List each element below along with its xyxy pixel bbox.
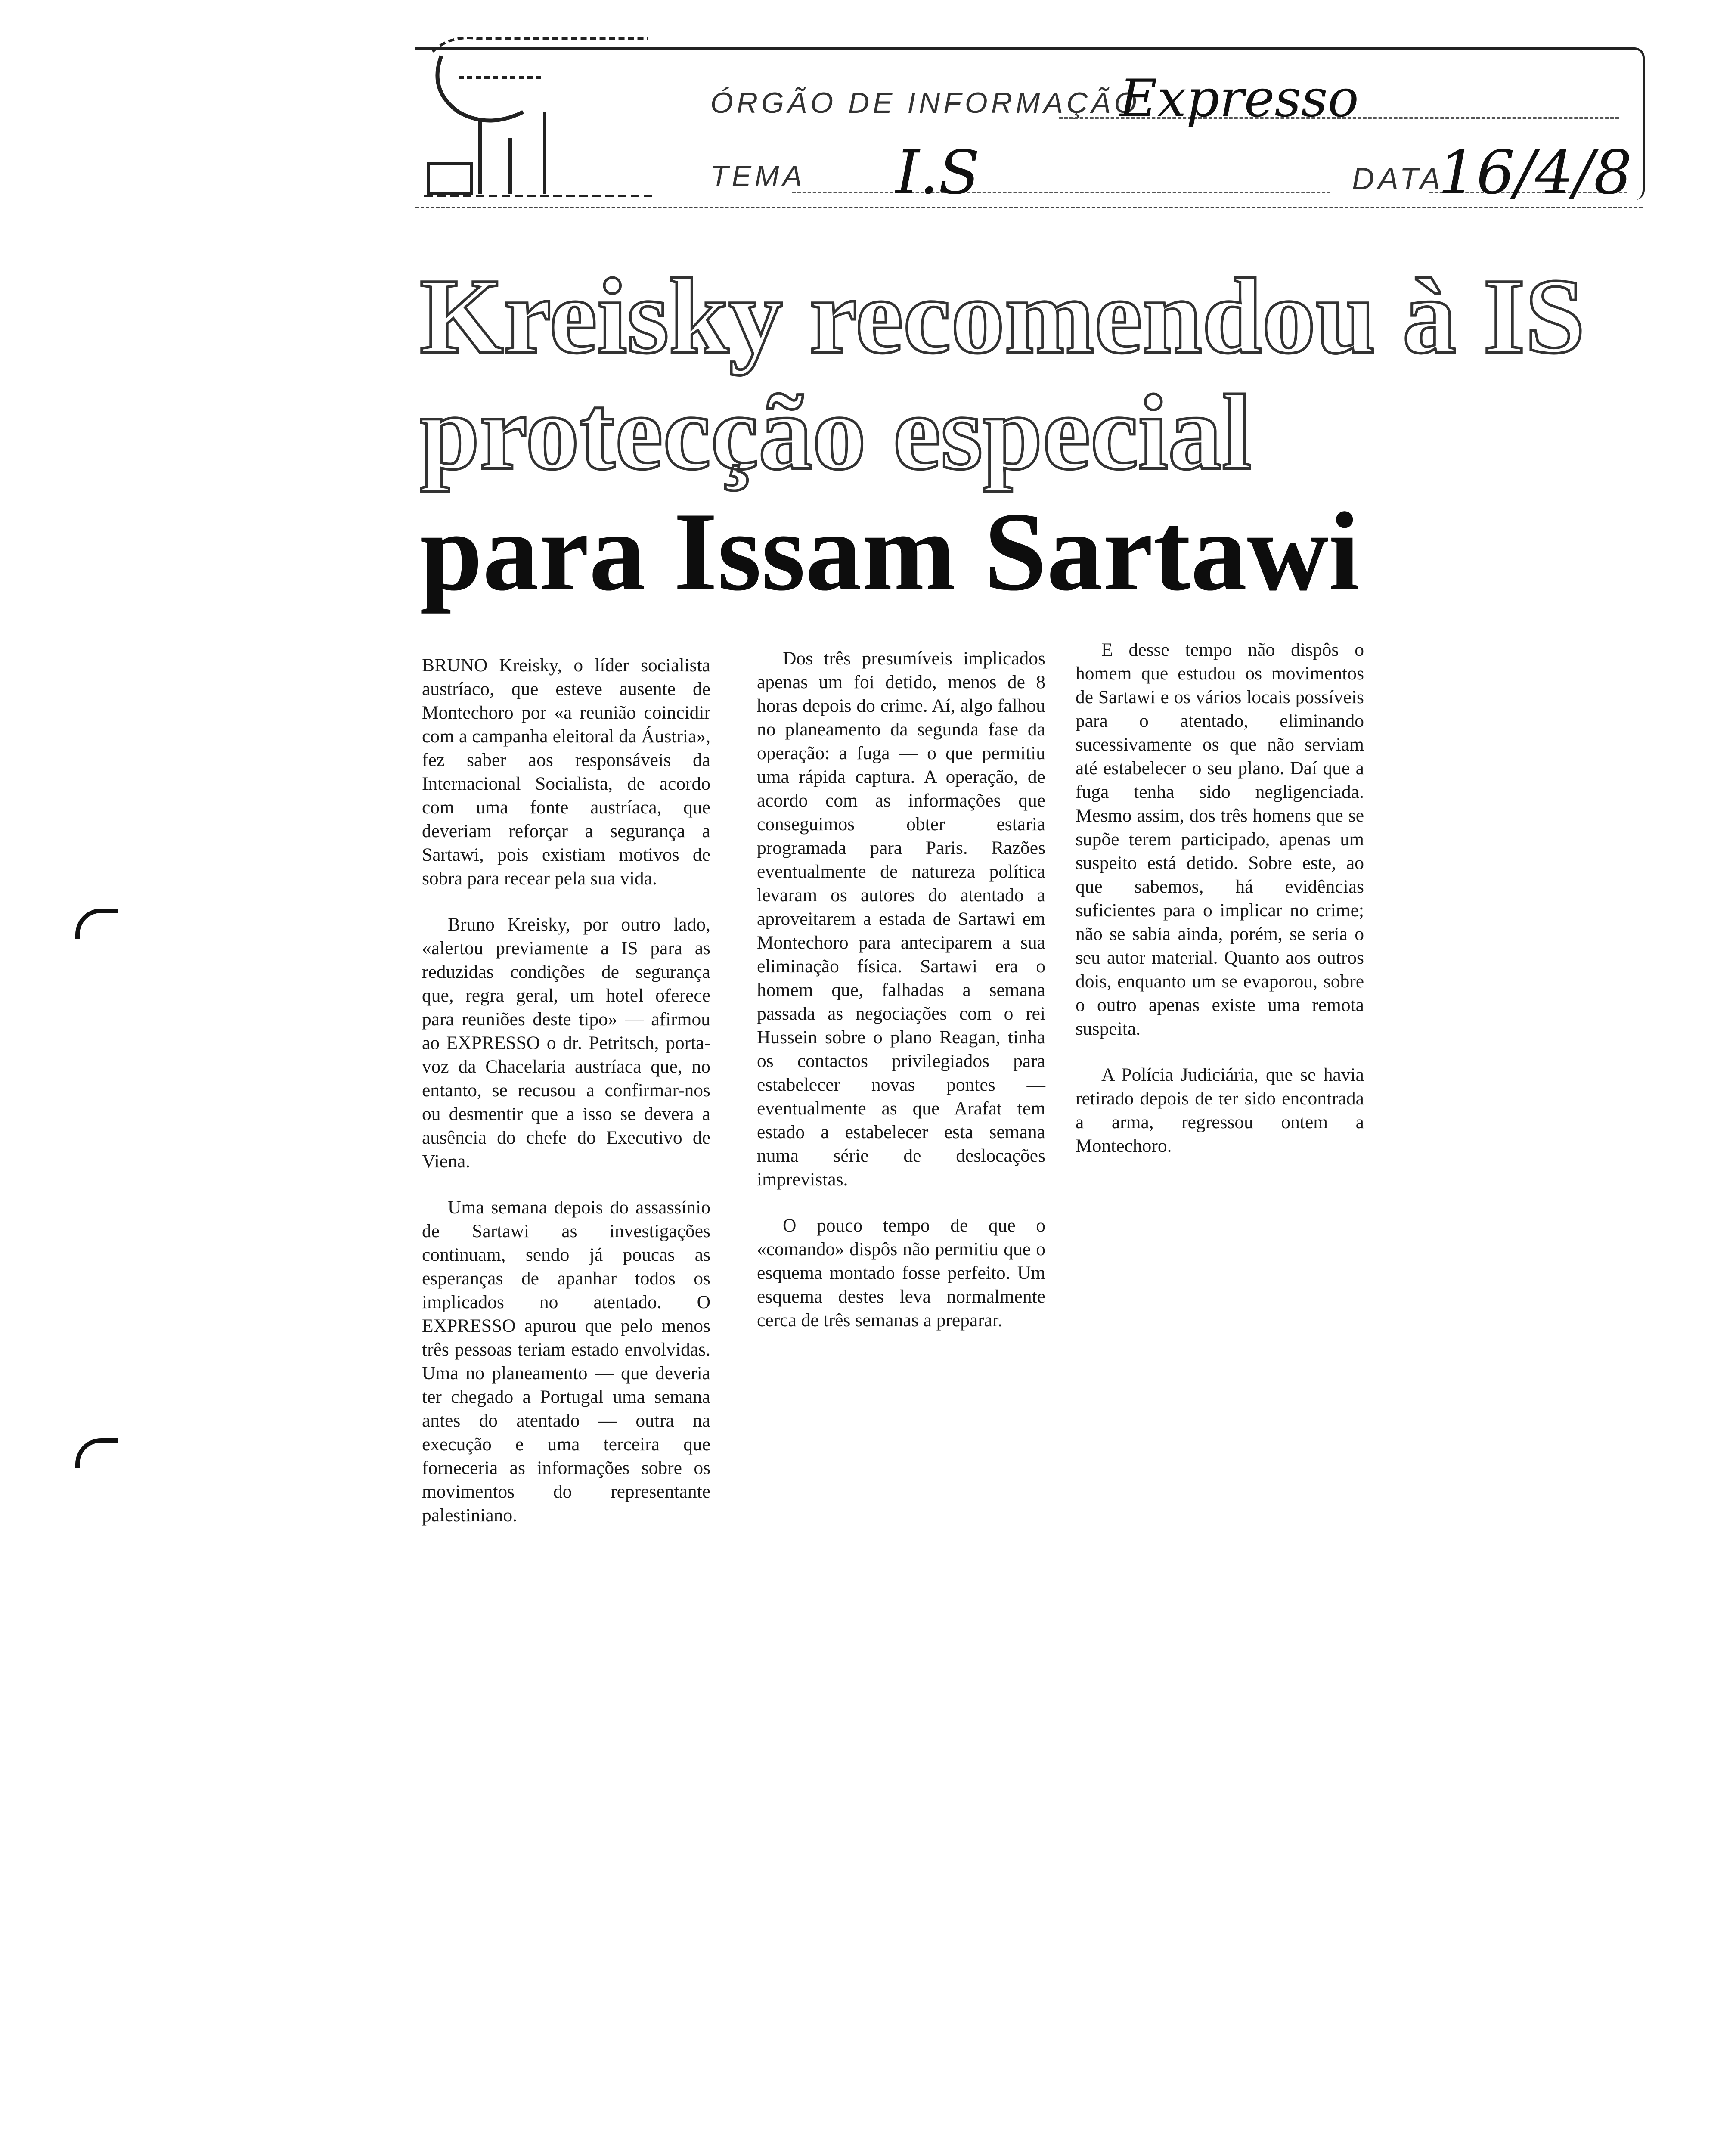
date-value-handwritten: 16/4/8 xyxy=(1438,138,1632,208)
organ-label: ÓRGÃO DE INFORMAÇÃO xyxy=(710,87,1141,119)
article-column-3 xyxy=(1076,638,1364,1180)
punch-hole-mark xyxy=(75,909,118,939)
paragraph: O pouco tempo de que o «comando» dispôs não permitiu que o esquema montado fosse perfeito. Um esquema destes leva normalmente cerca de três semanas a preparar. xyxy=(757,1215,1045,1331)
paragraph: E desse tempo não dispôs o homem que estudou os movimentos de Sartawi e os vários locais possíveis para o atentado, eliminando sucessivamente os que não serviam até estabelecer o seu plano. Daí que a fuga tenha sido negligenciada. Mesmo assim, dos três homens que se supõe terem participado, apenas um suspeito está detido. Sobre este, ao que sabemos, há evidências suficientes para o implicar no crime; não se sabia ainda, porém, se seria o seu autor material. Quanto aos outros dois, enquanto um se evaporou, sobre o outro apenas existe uma remota suspeita. xyxy=(1076,639,1364,1039)
paragraph: BRUNO Kreisky, o líder socialista austríaco, que esteve ausente de Montechoro por «a reunião coincidir com a campanha eleitoral da Áustria», fez saber aos responsáveis da Internacional Socialista, de acordo com uma fonte austríaca, que deveriam reforçar a segurança a Sartawi, pois existiam motivos de sobra para recear pela sua vida. xyxy=(422,655,710,889)
headline-line-1: Kreisky recomendou à IS xyxy=(420,257,1585,376)
paragraph: Dos três presumíveis implicados apenas um foi detido, menos de 8 horas depois do crime. Aí, algo falhou no planeamento da segunda fase da operação: a fuga — o que permitiu uma rápida captura. A operação, de acordo com as informações que conseguimos obter estaria programada para Paris. Razões eventualmente de natureza política levaram os autores do atentado a aproveitarem a estada de Sartawi em Montechoro para anteciparem a sua eliminação física. Sartawi era o homem que, falhadas a semana passada as negociações com o rei Hussein sobre o plano Reagan, tinha os contactos privilegiados para estabelecer novas pontes — eventualmente as que Arafat tem estado a estabelecer esta semana numa série de deslocações imprevistas. xyxy=(757,648,1045,1190)
paragraph: A Polícia Judiciária, que se havia retirado depois de ter sido encontrada a arma, regressou ontem a Montechoro. xyxy=(1076,1064,1364,1156)
article-column-2 xyxy=(757,647,1045,1355)
punch-hole-mark xyxy=(75,1438,118,1468)
article-column-1 xyxy=(422,654,710,1550)
article-headline xyxy=(420,257,1690,614)
paragraph: Bruno Kreisky, por outro lado, «alertou previamente a IS para as reduzidas condições de segurança que, regra geral, um hotel oferece para reuniões deste tipo» — afirmou ao EXPRESSO o dr. Petritsch, porta-voz da Chacelaria austríaca que, no entanto, se recusou a confirmar-nos ou desmentir que a isso se devera a ausência do chefe do Executivo de Viena. xyxy=(422,914,710,1172)
organ-value-handwritten: Expresso xyxy=(1119,69,1359,129)
theme-label: TEMA xyxy=(710,160,806,192)
headline-line-3: para Issam Sartawi xyxy=(420,489,1360,614)
theme-value-handwritten: I.S xyxy=(896,138,980,208)
theme-line xyxy=(792,192,1330,193)
date-label: DATA xyxy=(1352,162,1444,196)
paragraph: Uma semana depois do assassínio de Sartawi as investigações continuam, sendo já poucas as esperanças de apanhar todos os implicados no atentado. O EXPRESSO apurou que pelo menos três pessoas teriam estado envolvidas. Uma no planeamento — que deveria ter chegado a Portugal uma semana antes do atentado — outra na execução e uma terceira que forneceria as informações sobre os movimentos do representante palestiniano. xyxy=(422,1197,710,1526)
headline-line-2: protecção especial xyxy=(420,373,1252,492)
